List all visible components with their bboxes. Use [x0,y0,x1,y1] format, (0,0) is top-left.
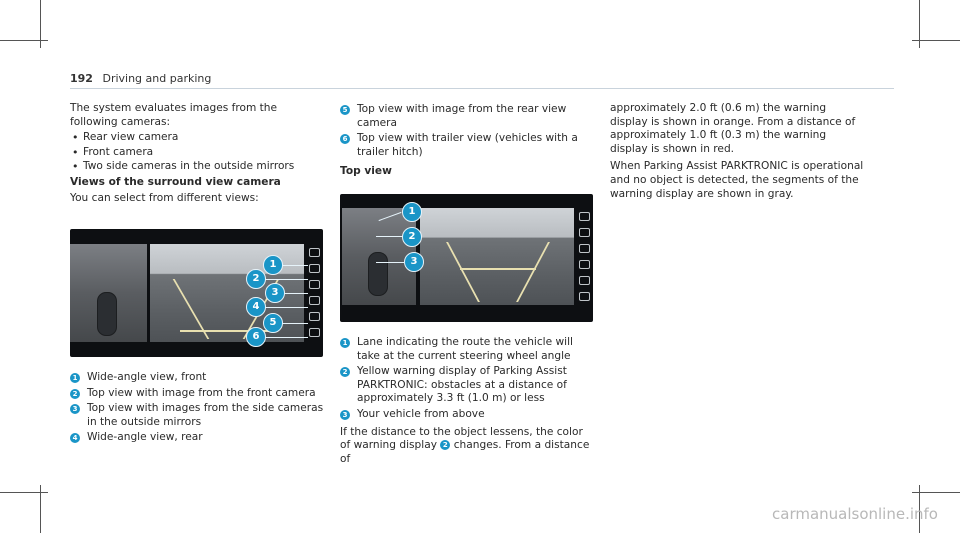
view-selector-bar [306,244,323,342]
callout-marker: 1 [402,202,422,222]
callout-marker: 2 [402,227,422,247]
paragraph-text: When Parking Assist PARKTRONIC is operational and no object is detected, the segments of the warning display are shown in gray. [610,160,864,200]
view-icon[interactable] [579,244,590,253]
callout-marker: 1 [263,255,283,275]
legend-number: 6 [340,134,350,144]
view-icon[interactable] [309,280,320,289]
view-icon[interactable] [309,296,320,305]
paragraph-text: changes. From a distance of [340,439,590,465]
camera-view-pane [420,208,574,305]
crop-mark [0,40,48,41]
column-1 [70,102,325,207]
view-icon[interactable] [309,248,320,257]
legend-item [340,365,595,406]
column-3 [610,102,865,203]
legend-text: Top view with image from the front camera [87,386,316,399]
bullet-item: • Two side cameras in the outside mirrors [70,160,325,174]
legend-item [70,431,325,445]
legend-number: 3 [340,410,350,420]
legend-text: Wide-angle view, front [87,371,207,383]
legend-item [70,402,325,429]
callout-marker: 5 [263,313,283,333]
legend-number: 2 [70,389,80,399]
lane-line-left [446,242,480,302]
column-2 [340,102,595,181]
lane-crossbar [460,268,536,270]
legend-text: Lane indicating the route the vehicle will take at the current steering wheel angle [357,336,573,362]
callout-marker: 3 [404,252,424,272]
column-2-legend [340,335,595,468]
legend-text: Wide-angle view, rear [87,431,203,444]
legend-item [340,408,595,422]
page-number: 192 [70,72,93,85]
heading-text: You can select from different views: [70,191,259,204]
legend-item [340,103,595,130]
top-view-pane [70,244,147,342]
view-icon[interactable] [579,260,590,269]
legend-number: 2 [340,367,350,377]
legend-number: 3 [70,404,80,414]
inline-reference: 2 [440,440,450,450]
vehicle-top-view [97,292,117,336]
page-header [70,72,211,85]
header-divider [70,88,894,89]
column-1-legend [70,370,325,447]
view-selector-bar [576,208,593,305]
legend-text: Top view with image from the rear view camera [357,103,567,129]
view-icon[interactable] [309,264,320,273]
section-heading: Views of the surround view camera [70,175,281,188]
section-title: Driving and parking [102,72,212,85]
legend-item [340,336,595,363]
callout-leader [376,262,404,263]
vehicle-top-view [368,252,388,296]
callout-marker: 3 [265,283,285,303]
crop-mark [912,492,960,493]
paragraph-text: approximately 2.0 ft (0.6 m) the warning display is shown in orange. From a distance of approximately 1.0 ft (0.3 m) the warning display is shown in red. [610,102,856,155]
callout-marker: 2 [246,269,266,289]
crop-mark [912,40,960,41]
bullet-item: • Front camera [70,146,325,160]
legend-text: Yellow warning display of Parking Assist PARKTRONIC: obstacles at a distance of approximately 3.3 ft (1.0 m) or less [357,365,567,405]
legend-number: 1 [70,373,80,383]
view-icon[interactable] [579,228,590,237]
crop-mark [0,492,48,493]
legend-number: 1 [340,338,350,348]
view-icon[interactable] [309,312,320,321]
paragraph-text: If the distance to the object lessens, the color of warning display [340,425,583,452]
surround-view-screenshot [70,229,323,357]
legend-item [70,371,325,385]
view-icon[interactable] [309,328,320,337]
section-heading: Top view [340,165,392,178]
callout-leader [376,236,404,237]
lane-line-right [516,242,550,302]
view-icon[interactable] [579,276,590,285]
bullet-item: • Rear view camera [70,131,325,145]
legend-item [70,387,325,401]
legend-text: Your vehicle from above [357,407,485,420]
legend-number: 5 [340,105,350,115]
legend-text: Top view with trailer view (vehicles with a trailer hitch) [357,132,578,158]
intro-text: The system evaluates images from the following cameras: [70,102,278,128]
distance-paragraph [340,426,595,467]
top-view-screenshot [340,194,593,322]
view-icon[interactable] [579,292,590,301]
view-icon[interactable] [579,212,590,221]
callout-marker: 6 [246,327,266,347]
legend-text: Top view with images from the side cameras in the outside mirrors [87,402,324,428]
callout-marker: 4 [246,297,266,317]
watermark: carmanualsonline.info [772,505,938,523]
legend-number: 4 [70,433,80,443]
legend-item [340,132,595,159]
